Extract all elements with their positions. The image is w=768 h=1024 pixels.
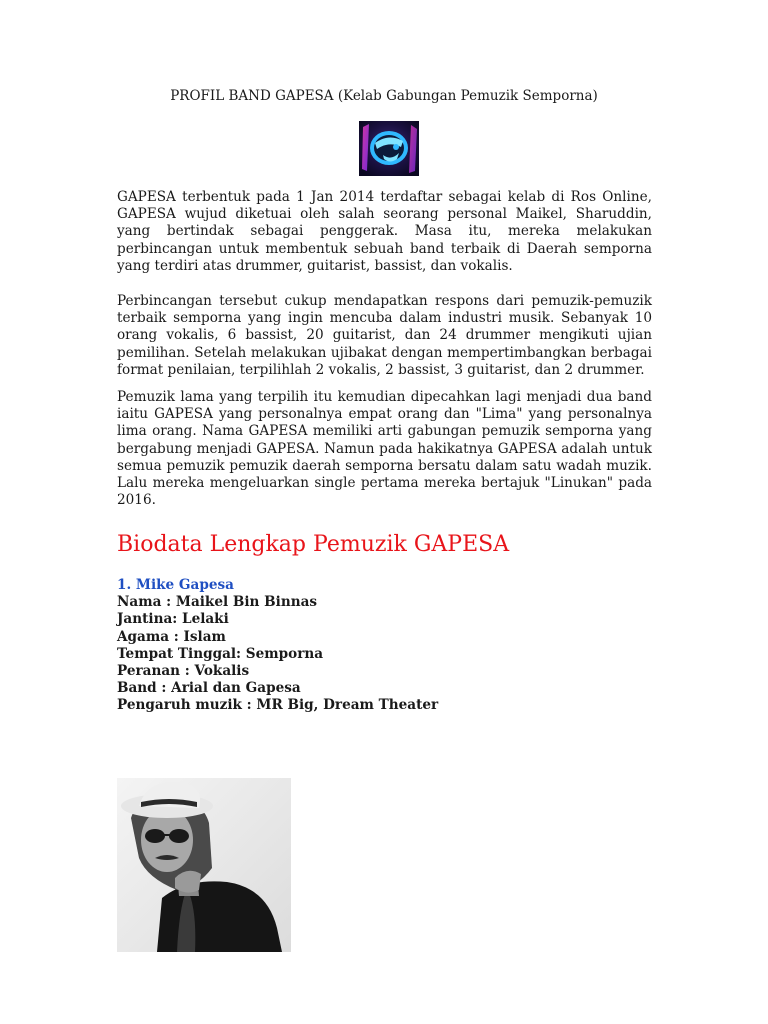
intro-paragraph-2: Perbincangan tersebut cukup mendapatkan respons dari pemuzik-pemuzik terbaik semporna yang ingin mencuba dalam industri musik. Sebanyak 10 orang vokalis, 6 bassist, 20 guitarist, dan 24 drummer mengikuti ujian pemilihan. Setelah melakukan ujibakat dengan mempertimbangkan berbagai format penilaian, terpilihlah 2 vokalis, 2 bassist, 3 guitarist, dan 2 drummer. (117, 293, 652, 378)
intro-paragraph-3: Pemuzik lama yang terpilih itu kemudian dipecahkan lagi menjadi dua band iaitu GAPESA yang personalnya empat orang dan "Lima" yang personalnya lima orang. Nama GAPESA memiliki arti gabungan pemuzik semporna yang bergabung menjadi GAPESA. Namun pada hakikatnya GAPESA adalah untuk semua pemuzik pemuzik daerah semporna bersatu dalam satu wadah muzik. Lalu mereka mengeluarkan single pertama mereka bertajuk "Linukan" pada 2016. (117, 389, 652, 509)
bio-line-gender: Jantina: Lelaki (117, 611, 229, 628)
bio-line-role: Peranan : Vokalis (117, 663, 250, 680)
bio-line-religion: Agama : Islam (117, 628, 226, 645)
document-title: PROFIL BAND GAPESA (Kelab Gabungan Pemuzik Semporna) (170, 88, 598, 104)
bio-line-residence: Tempat Tinggal: Semporna (117, 645, 324, 662)
bio-line-band: Band : Arial dan Gapesa (117, 680, 301, 697)
member-name-header: 1. Mike Gapesa (117, 577, 234, 593)
member-photo (117, 778, 291, 952)
biodata-block (117, 577, 438, 715)
gapesa-logo-icon (359, 121, 419, 176)
bio-line-influence: Pengaruh muzik : MR Big, Dream Theater (117, 697, 439, 714)
section-heading: Biodata Lengkap Pemuzik GAPESA (117, 532, 510, 557)
bio-line-name: Nama : Maikel Bin Binnas (117, 594, 318, 611)
intro-paragraph-1: GAPESA terbentuk pada 1 Jan 2014 terdaftar sebagai kelab di Ros Online, GAPESA wujud diketuai oleh salah seorang personal Maikel, Sharuddin, yang bertindak sebagai penggerak. Masa itu, mereka melakukan perbincangan untuk membentuk sebuah band terbaik di Daerah semporna yang terdiri atas drummer, guitarist, bassist, dan vokalis. (117, 189, 652, 274)
